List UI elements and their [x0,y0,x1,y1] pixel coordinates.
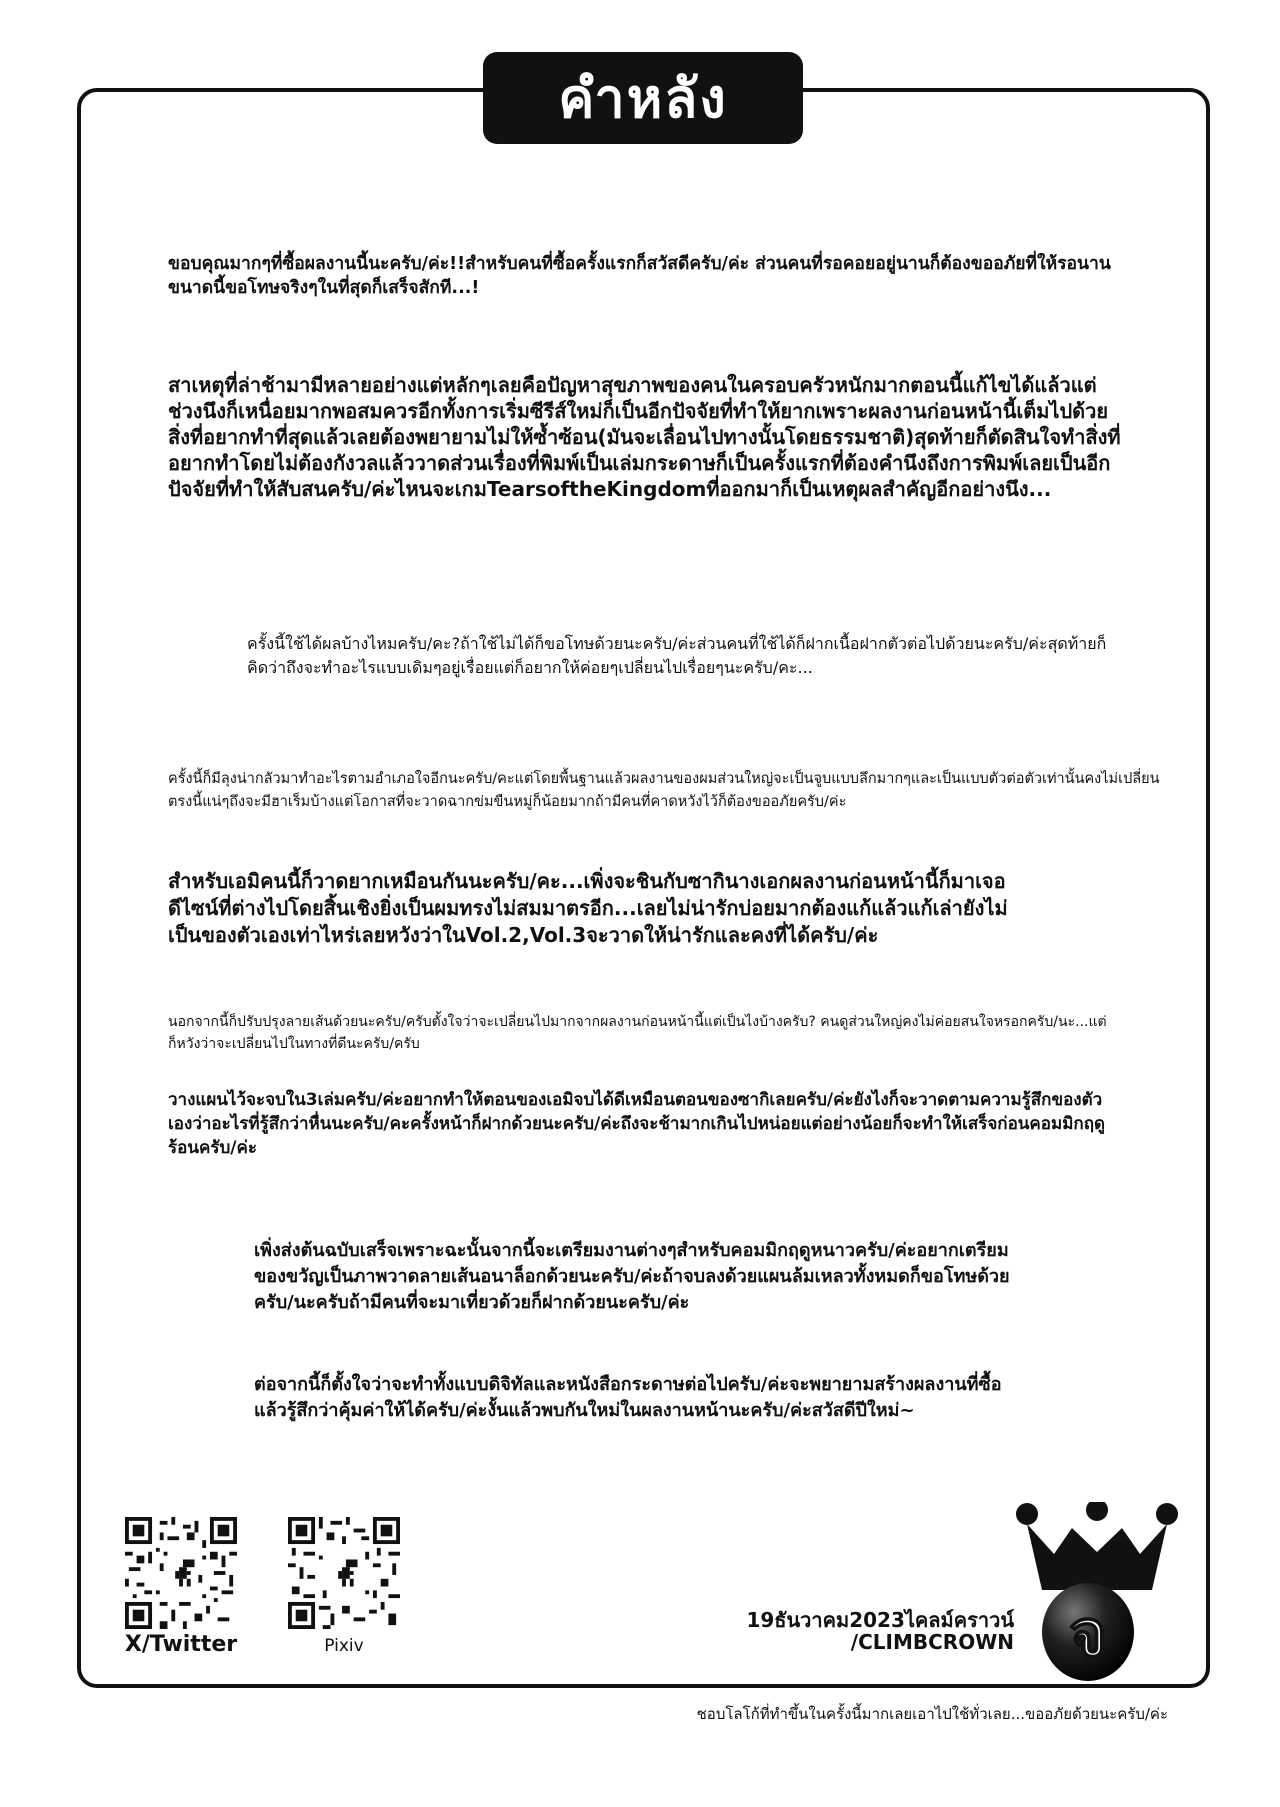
signature-name: /CLIMBCROWN [850,1630,1014,1654]
dinosaur-icon [171,1556,194,1591]
qr-label-pixiv: Pixiv [324,1636,364,1656]
dinosaur-icon [334,1556,357,1591]
paragraph-thanks: ขอบคุณมากๆที่ซื้อผลงานนี้นะครับ/ค่ะ!!สำหรับคนที่ซื้อครั้งแรกก็สวัสดีครับ/ค่ะ ส่วนคนที่รอคอยอยู่นานก็ต้องขออภัยที่ให้รอนานขนาดนี้ขอโทษจริงๆในที่สุดก็เสร็จสักที...! [168,254,1111,298]
qr-code-twitter[interactable] [125,1517,237,1629]
footer-note: ชอบโลโก้ที่ทำขึ้นในครั้งนี้มากเลยเอาไปใช้ทั่วเลย...ขออภัยด้วยนะครับ/ค่ะ [696,1705,1168,1723]
paragraph-linework: นอกจากนี้ก็ปรับปรุงลายเส้นด้วยนะครับ/ครับตั้งใจว่าจะเปลี่ยนไปมากจากผลงานก่อนหน้านี้แต่เป็นไงบ้างครับ? คนดูส่วนใหญ่คงไม่ค่อยสนใจหรอกครับ/นะ...แต่ก็หวังว่าจะเปลี่ยนไปในทางที่ดีนะครับ/ครับ [168,1014,1107,1052]
paragraph-winter-comiket: เพิ่งส่งต้นฉบับเสร็จเพราะฉะนั้นจากนี้จะเตรียมงานต่างๆสำหรับคอมมิกฤดูหนาวครับ/ค่ะอยากเตรียมของขวัญเป็นภาพวาดลายเส้นอนาล็อกด้วยนะครับ/ค่ะถ้าจบลงด้วยแผนล้มเหลวทั้งหมดก็ขอโทษด้วยครับ/นะครับถ้ามีคนที่จะมาเที่ยวด้วยก็ฝากด้วยนะครับ/ค่ะ [254,1240,1010,1313]
logo-ball [1040,1582,1136,1682]
signature-date: 19ธันวาคม2023ไคลม์คราวน์ [746,1608,1014,1632]
qr-code-pattern [288,1517,400,1629]
paragraph-series-plan: วางแผนไว้จะจบใน3เล่มครับ/ค่ะอยากทำให้ตอนของเอมิจบได้ดีเหมือนตอนของซากิเลยครับ/ค่ะยังไงก็จะวาดตามความรู้สึกของตัวเองว่าอะไรที่รู้สึกว่าหื่นนะครับ/คะครั้งหน้าก็ฝากด้วยนะครับ/ค่ะถึงจะช้ามากเกินไปหน่อยแต่อย่างน้อยก็จะทำให้เสร็จก่อนคอมมิกฤดูร้อนครับ/ค่ะ [168,1090,1106,1158]
qr-label-twitter: X/Twitter [124,1632,238,1657]
paragraph-closing: ต่อจากนี้ก็ตั้งใจว่าจะทำทั้งแบบดิจิทัลและหนังสือกระดาษต่อไปครับ/ค่ะจะพยายามสร้างผลงานที่ซื้อแล้วรู้สึกว่าคุ้มค่าให้ได้ครับ/ค่ะงั้นแล้วพบกันใหม่ในผลงานหน้านะครับ/ค่ะสวัสดีปีใหม่~ [254,1374,1002,1421]
qr-code-pixiv[interactable] [288,1517,400,1629]
page-title-text: คำหลัง [558,67,728,130]
paragraph-delay-reasons: สาเหตุที่ล่าช้ามามีหลายอย่างแต่หลักๆเลยคือปัญหาสุขภาพของคนในครอบครัวหนักมากตอนนี้แก้ไขได้แล้วแต่ช่วงนึงก็เหนื่อยมากพอสมควรอีกทั้งการเริ่มซีรีส์ใหม่ก็เป็นอีกปัจจัยที่ทำให้ยากเพราะผลงานก่อนหน้านี้เต็มไปด้วยสิ่งที่อยากทำที่สุดแล้วเลยต้องพยายามไม่ให้ซ้ำซ้อน(มันจะเลื่อนไปทางนั้นโดยธรรมชาติ)สุดท้ายก็ตัดสินใจทำสิ่งที่อยากทำโดยไม่ต้องกังวลแล้ววาดส่วนเรื่องที่พิมพ์เป็นเล่มกระดาษก็เป็นครั้งแรกที่ต้องคำนึงถึงการพิมพ์เลยเป็นอีกปัจจัยที่ทำให้สับสนครับ/ค่ะไหนจะเกมTearsoftheKingdomที่ออกมาก็เป็นเหตุผลสำคัญอีกอย่างนึง... [168,373,1121,501]
paragraph-content-note: ครั้งนี้ก็มีลุงน่ากลัวมาทำอะไรตามอำเภอใจอีกนะครับ/คะแต่โดยพื้นฐานแล้วผลงานของผมส่วนใหญ่จะเป็นจูบแบบลึกมากๆและเป็นแบบตัวต่อตัวเท่านั้นคงไม่เปลี่ยนตรงนี้แน่ๆถึงจะมีฮาเร็มบ้างแต่โอกาสที่จะวาดฉากข่มขืนหมู่ก็น้อยมากถ้ามีคนที่คาดหวังไว้ก็ต้องขออภัยครับ/ค่ะ [168,771,1160,810]
paragraph-feedback: ครั้งนี้ใช้ได้ผลบ้างไหมครับ/คะ?ถ้าใช้ไม่ได้ก็ขอโทษด้วยนะครับ/ค่ะส่วนคนที่ใช้ได้ก็ฝากเนื้อฝากตัวต่อไปด้วยนะครับ/ค่ะสุดท้ายก็คิดว่าถึงจะทำอะไรแบบเดิมๆอยู่เรื่อยแต่ก็อยากให้ค่อยๆเปลี่ยนไปเรื่อยๆนะครับ/คะ... [247,634,1107,677]
logo-letter: จ [1068,1595,1108,1672]
crown-icon [1014,1502,1180,1594]
paragraph-character-design: สำหรับเอมิคนนี้ก็วาดยากเหมือนกันนะครับ/คะ...เพิ่งจะชินกับซากินางเอกผลงานก่อนหน้านี้ก็มาเจอดีไซน์ที่ต่างไปโดยสิ้นเชิงยิ่งเป็นผมทรงไม่สมมาตรอีก...เลยไม่น่ารักบ่อยมากต้องแก้แล้วแก้เล่ายังไม่เป็นของตัวเองเท่าไหร่เลยหวังว่าในVol.2,Vol.3จะวาดให้น่ารักและคงที่ได้ครับ/ค่ะ [168,869,1008,947]
qr-code-pattern [125,1517,237,1629]
page-title [483,52,803,144]
